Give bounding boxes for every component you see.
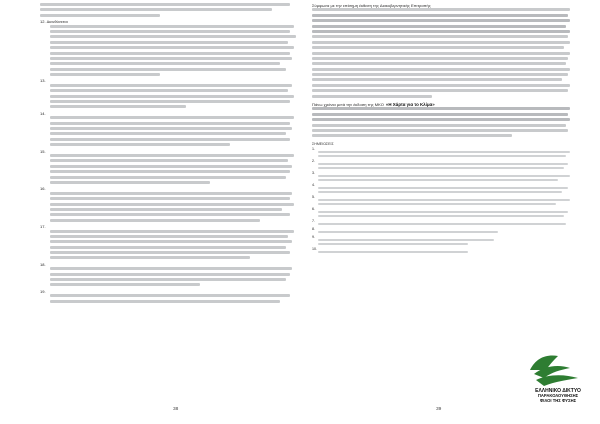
text-line <box>312 124 566 127</box>
list-item-marker: 17. <box>40 224 46 230</box>
page-number: 39 <box>436 407 442 412</box>
text-line <box>50 116 294 119</box>
text-line <box>50 57 292 60</box>
footnote-line <box>318 215 564 217</box>
text-line <box>50 89 288 92</box>
footnote-line <box>318 167 564 169</box>
network-logo <box>524 348 592 404</box>
text-line <box>50 84 292 87</box>
text-line <box>312 129 568 132</box>
text-line <box>50 300 280 303</box>
footnote-line <box>318 163 568 165</box>
footnote-marker: 4. <box>312 182 316 187</box>
text-line <box>50 197 290 200</box>
text-line <box>50 52 290 55</box>
list-item-marker: 12. Διευθύνεται <box>40 19 68 25</box>
page-number: 38 <box>173 407 179 412</box>
text-line <box>50 100 290 103</box>
text-line <box>50 203 294 206</box>
text-line <box>50 159 288 162</box>
text-line <box>50 127 292 130</box>
footnote-line <box>318 175 570 177</box>
text-line <box>312 41 570 44</box>
text-line <box>312 95 432 98</box>
text-line <box>312 89 568 92</box>
footnote-line <box>318 179 558 181</box>
text-line <box>312 46 564 49</box>
footnote-line <box>318 231 498 233</box>
list-item-marker: 14. <box>40 110 46 116</box>
text-line <box>312 14 568 17</box>
svg-text:ΦΙΛΟΙ ΤΗΣ ΦΥΣΗΣ: ΦΙΛΟΙ ΤΗΣ ΦΥΣΗΣ <box>539 398 577 403</box>
text-line <box>312 118 570 121</box>
footnote-line <box>318 151 570 153</box>
text-line <box>50 176 286 179</box>
left-text-column <box>40 3 296 415</box>
list-item-marker: 16. <box>40 186 46 192</box>
footnote-marker: 9. <box>312 234 316 239</box>
text-line <box>312 78 562 81</box>
footnote-marker: 7. <box>312 218 316 223</box>
text-line <box>50 46 294 49</box>
text-line <box>50 165 292 168</box>
text-line <box>50 154 294 157</box>
footnote-marker: 2. <box>312 158 316 163</box>
text-line <box>50 256 250 259</box>
svg-text:ΕΛΛΗΝΙΚΟ ΔΙΚΤΥΟ: ΕΛΛΗΝΙΚΟ ΔΙΚΤΥΟ <box>535 388 581 394</box>
text-line <box>312 84 570 87</box>
footnote-line <box>318 199 570 201</box>
notes-heading: ΣΗΜΕΙΩΣΕΙΣ <box>312 141 334 146</box>
text-line <box>50 62 280 65</box>
text-line <box>50 294 290 297</box>
text-line <box>50 95 294 98</box>
text-line <box>40 14 160 17</box>
text-line <box>312 68 570 71</box>
footnote-marker: 1. <box>312 146 316 151</box>
footnote-marker: 3. <box>312 170 316 175</box>
right-page <box>300 0 600 424</box>
text-line <box>40 3 290 6</box>
intro-fragment: Σύμφωνα με την επίσημη έκθεση της Διακυβερνητικής Επιτροπής <box>312 3 431 8</box>
text-line <box>312 30 570 33</box>
text-line <box>50 251 290 254</box>
svg-text:ΠΑΡΑΚΟΛΟΥΘΗΣΗΣ: ΠΑΡΑΚΟΛΟΥΘΗΣΗΣ <box>537 393 579 398</box>
text-line <box>40 8 272 11</box>
text-line <box>50 41 288 44</box>
text-line <box>50 230 294 233</box>
text-line <box>50 192 292 195</box>
text-line <box>50 213 290 216</box>
footnote-line <box>318 155 566 157</box>
text-line <box>312 134 512 137</box>
text-line <box>312 57 568 60</box>
text-line <box>50 246 286 249</box>
text-line <box>50 283 200 286</box>
text-line <box>312 107 570 110</box>
text-line <box>50 30 290 33</box>
text-line <box>312 52 570 55</box>
logo-emblem-icon <box>524 348 592 404</box>
text-line <box>50 267 292 270</box>
list-item-marker: 15. <box>40 148 46 154</box>
text-line <box>50 235 288 238</box>
footnote-line <box>318 211 568 213</box>
text-line <box>50 132 286 135</box>
charter-title: «Η Χάρτα για το Κλίμα» <box>385 102 435 108</box>
footnote-marker: 10. <box>312 246 318 251</box>
text-line <box>50 105 186 108</box>
footnote-line <box>318 203 556 205</box>
list-item-marker: 13. <box>40 78 46 84</box>
footnote-line <box>318 187 568 189</box>
text-line <box>312 35 568 38</box>
footnote-line <box>318 223 566 225</box>
text-line <box>50 273 290 276</box>
text-line <box>50 181 210 184</box>
text-line <box>312 73 568 76</box>
text-line <box>312 25 566 28</box>
text-line <box>50 143 230 146</box>
footnote-line <box>318 191 562 193</box>
text-line <box>50 138 290 141</box>
footnote-marker: 8. <box>312 226 316 231</box>
text-line <box>50 25 294 28</box>
text-line <box>50 68 286 71</box>
footnote-line <box>318 243 468 245</box>
text-line <box>312 19 570 22</box>
list-item-marker: 18. <box>40 261 46 267</box>
footnote-line <box>318 239 494 241</box>
list-item-marker: 19. <box>40 288 46 294</box>
text-line <box>50 170 290 173</box>
text-line <box>312 113 568 116</box>
text-line <box>50 278 286 281</box>
footnote-marker: 5. <box>312 194 316 199</box>
text-line <box>312 8 570 11</box>
text-line <box>50 73 160 76</box>
text-line <box>50 219 260 222</box>
text-line <box>50 35 296 38</box>
text-line <box>312 62 566 65</box>
text-line <box>50 122 290 125</box>
footnote-line <box>318 251 468 253</box>
text-line <box>50 240 292 243</box>
charter-sentence-prefix: Πάνω χρόνια μετά την έκδοση της ΜΚΟ <box>312 102 384 108</box>
text-line <box>50 208 282 211</box>
footnote-marker: 6. <box>312 206 316 211</box>
